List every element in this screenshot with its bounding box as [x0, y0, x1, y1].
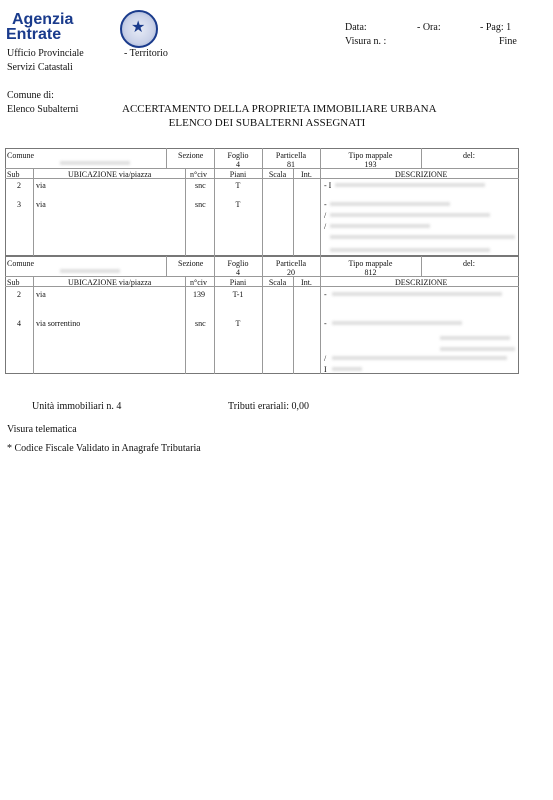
piani-column-header: Piani: [229, 278, 247, 287]
table-row-nciv: snc: [195, 181, 206, 190]
descrizione-column-header: DESCRIZIONE: [395, 278, 448, 287]
codice-fiscale-note: * Codice Fiscale Validato in Anagrafe Tributaria: [7, 443, 201, 454]
data-label: Data:: [345, 22, 367, 33]
sezione-header: Sezione: [178, 151, 204, 160]
piani-column-header: Piani: [229, 170, 247, 179]
particella-value: 20: [287, 268, 295, 277]
del-header: del:: [463, 151, 475, 160]
logo-line2: Entrate: [6, 26, 62, 43]
foglio-header: Foglio: [227, 259, 249, 268]
table-row-sub: 2: [17, 181, 21, 190]
particella-header: Particella: [275, 259, 307, 268]
ufficio-label: Ufficio Provinciale: [7, 48, 84, 59]
sub-title: ELENCO DEI SUBALTERNI ASSEGNATI: [168, 117, 366, 129]
scala-column-header: Scala: [268, 170, 287, 179]
agenzia-entrate-logo: [6, 8, 156, 46]
comune-header: Comune: [7, 151, 35, 160]
table-row-sub: 4: [17, 319, 21, 328]
nciv-column-header: n°civ: [190, 170, 207, 179]
main-title: ACCERTAMENTO DELLA PROPRIETA IMMOBILIARE URBANA: [122, 103, 437, 115]
tipo-mappale-header: Tipo mappale: [348, 259, 393, 268]
table-row-piani: T: [235, 181, 241, 190]
unita-immobiliari-count: Unità immobiliari n. 4: [32, 401, 122, 412]
table-row-piani: T: [235, 200, 241, 209]
foglio-value: 4: [236, 268, 240, 277]
elenco-label: Elenco Subalterni: [7, 104, 79, 115]
ubicazione-column-header: UBICAZIONE via/piazza: [68, 278, 152, 287]
comune-header: Comune: [7, 259, 35, 268]
foglio-value: 4: [236, 160, 240, 169]
del-header: del:: [463, 259, 475, 268]
descrizione-column-header: DESCRIZIONE: [395, 170, 448, 179]
ora-label: - Ora:: [417, 22, 441, 33]
tipo-mappale-value: 812: [364, 268, 377, 277]
table-row-via: via sorrentino: [36, 319, 81, 328]
table-row-via: via: [36, 200, 46, 209]
int-column-header: Int.: [301, 278, 312, 287]
table-row-nciv: 139: [193, 290, 205, 299]
tipo-mappale-header: Tipo mappale: [348, 151, 393, 160]
table-row-nciv: snc: [195, 319, 206, 328]
tipo-mappale-value: 193: [364, 160, 377, 169]
table-row-sub: 2: [17, 290, 21, 299]
sub-column-header: Sub: [7, 278, 20, 287]
int-column-header: Int.: [301, 170, 312, 179]
table-row-nciv: snc: [195, 200, 206, 209]
table-row-piani: T: [235, 319, 241, 328]
visura-label: Visura n. :: [345, 36, 387, 47]
particella-value: 81: [287, 160, 295, 169]
table-row-piani: T-1: [232, 290, 244, 299]
table-row-sub: 3: [17, 200, 21, 209]
fine-label: Fine: [499, 36, 517, 47]
servizi-label: Servizi Catastali: [7, 62, 73, 73]
scala-column-header: Scala: [268, 278, 287, 287]
pag-label: - Pag: 1: [480, 22, 512, 33]
logo-line1: Agenzia: [12, 11, 74, 28]
nciv-column-header: n°civ: [190, 278, 207, 287]
territorio-label: - Territorio: [124, 48, 168, 59]
tributi-erariali: Tributi erariali: 0,00: [228, 401, 310, 412]
particella-header: Particella: [275, 151, 307, 160]
visura-telematica-label: Visura telematica: [7, 424, 77, 435]
ubicazione-column-header: UBICAZIONE via/piazza: [68, 170, 152, 179]
table-row-via: via: [36, 290, 46, 299]
sezione-header: Sezione: [178, 259, 204, 268]
comune-label: Comune di:: [7, 90, 54, 101]
foglio-header: Foglio: [227, 151, 249, 160]
sub-column-header: Sub: [7, 170, 20, 179]
table-row-via: via: [36, 181, 46, 190]
republic-seal-icon: [120, 10, 158, 48]
